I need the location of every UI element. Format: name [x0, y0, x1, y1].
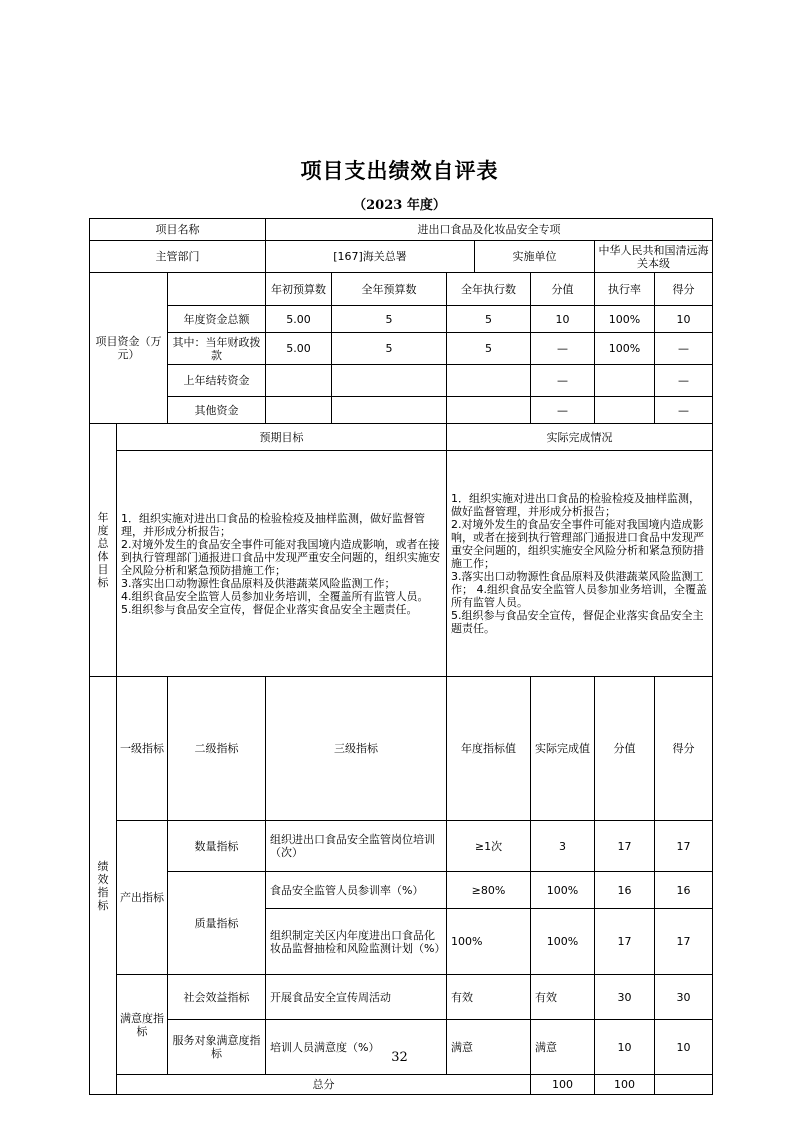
level1-output: 产出指标 — [117, 821, 168, 975]
row-project-name — [90, 219, 713, 241]
funds-row-label: 年度资金总额 — [168, 306, 266, 333]
funds-budget: 5 — [332, 333, 447, 365]
indicator-name: 食品安全监管人员参训率（%） — [266, 872, 447, 909]
funds-rate: 100% — [595, 306, 655, 333]
indicator-score: 17 — [655, 821, 713, 872]
indicator-score: 16 — [655, 872, 713, 909]
funds-score-value: — — [531, 397, 595, 424]
indicator-actual: 100% — [531, 872, 595, 909]
funds-row — [90, 397, 713, 424]
indicator-score: 30 — [655, 975, 713, 1020]
indicator-actual: 100% — [531, 909, 595, 975]
indicator-target: 满意 — [447, 1020, 531, 1075]
indicator-score: 10 — [655, 1020, 713, 1075]
label-annual-goal: 年 度 总 体 目 标 — [90, 424, 117, 677]
indicator-actual: 3 — [531, 821, 595, 872]
label-perf-indicators: 绩 效 指 标 — [90, 677, 117, 1095]
funds-score: — — [655, 333, 713, 365]
funds-header-rate: 执行率 — [595, 273, 655, 306]
indicator-value: 17 — [595, 909, 655, 975]
funds-row-label: 上年结转资金 — [168, 365, 266, 397]
row-indicator-header — [90, 677, 713, 821]
row-funds-header — [90, 273, 713, 306]
funds-score: — — [655, 365, 713, 397]
indicator-score: 17 — [655, 909, 713, 975]
ind-header-score: 得分 — [655, 677, 713, 821]
ind-header-level3: 三级指标 — [266, 677, 447, 821]
indicator-value: 10 — [595, 1020, 655, 1075]
funds-row — [90, 333, 713, 365]
exec-unit-value: 中华人民共和国清远海关本级 — [595, 241, 713, 273]
funds-rate — [595, 365, 655, 397]
funds-header-score: 得分 — [655, 273, 713, 306]
funds-executed — [447, 365, 531, 397]
funds-score: — — [655, 397, 713, 424]
ind-header-level2: 二级指标 — [168, 677, 266, 821]
ind-header-level1: 一级指标 — [117, 677, 168, 821]
label-dept: 主管部门 — [90, 241, 266, 273]
funds-header-budget: 全年预算数 — [332, 273, 447, 306]
level2-quality: 质量指标 — [168, 872, 266, 975]
level2-social-benefit: 社会效益指标 — [168, 975, 266, 1020]
funds-initial — [266, 397, 332, 424]
funds-header-initial: 年初预算数 — [266, 273, 332, 306]
funds-initial: 5.00 — [266, 333, 332, 365]
funds-header-executed: 全年执行数 — [447, 273, 531, 306]
indicator-row — [90, 821, 713, 872]
indicator-target: 有效 — [447, 975, 531, 1020]
funds-executed — [447, 397, 531, 424]
indicator-row — [90, 975, 713, 1020]
report-year: （2023 年度） — [353, 198, 446, 213]
page-title: 项目支出绩效自评表 — [300, 158, 499, 183]
indicator-name: 组织制定关区内年度进出口食品化妆品监督抽检和风险监测计划（%） — [266, 909, 447, 975]
level2-service-satisfaction: 服务对象满意度指标 — [168, 1020, 266, 1075]
funds-score: 10 — [655, 306, 713, 333]
funds-score-value: — — [531, 333, 595, 365]
funds-header-blank — [168, 273, 266, 306]
funds-row — [90, 306, 713, 333]
page-number: 32 — [391, 1050, 408, 1065]
indicator-name: 组织进出口食品安全监管岗位培训（次） — [266, 821, 447, 872]
dept-value: [167]海关总署 — [266, 241, 475, 273]
level1-satisfaction: 满意度指标 — [117, 975, 168, 1075]
row-goals-content — [90, 451, 713, 677]
funds-row-label: 其中：当年财政拨款 — [168, 333, 266, 365]
funds-initial: 5.00 — [266, 306, 332, 333]
funds-row-label: 其他资金 — [168, 397, 266, 424]
indicator-target: ≥80% — [447, 872, 531, 909]
total-score: 100 — [595, 1075, 655, 1095]
indicator-value: 17 — [595, 821, 655, 872]
funds-rate — [595, 397, 655, 424]
funds-budget — [332, 397, 447, 424]
project-name-value: 进出口食品及化妆品安全专项 — [266, 219, 713, 241]
row-total — [90, 1075, 713, 1095]
indicator-target: ≥1次 — [447, 821, 531, 872]
funds-executed: 5 — [447, 306, 531, 333]
indicator-target: 100% — [447, 909, 531, 975]
indicator-name: 开展食品安全宣传周活动 — [266, 975, 447, 1020]
funds-score-value: 10 — [531, 306, 595, 333]
indicator-actual: 满意 — [531, 1020, 595, 1075]
indicator-value: 16 — [595, 872, 655, 909]
funds-initial — [266, 365, 332, 397]
row-goals-header — [90, 424, 713, 451]
ind-header-value: 分值 — [595, 677, 655, 821]
label-total: 总分 — [117, 1075, 531, 1095]
indicator-row — [90, 872, 713, 909]
row-dept — [90, 241, 713, 273]
actual-completion-text: 1．组织实施对进出口食品的检验检疫及抽样监测，做好监督管理，并形成分析报告； 2.对境外发生的食品安全事件可能对我国境内造成影响，或者在接到执行管理部门通报进口食品中发现严重安全问题的，组织实施安全风险分析和紧急预防措施工作； 3.落实出口动物源性食品原料及供港蔬菜风险监测工作； 4.组织食品安全监管人员参加业务培训，全覆盖所有监管人员。 5.组织参与食品安全宣传，督促企业落实食品安全主题责任。 — [447, 451, 713, 677]
funds-row — [90, 365, 713, 397]
funds-header-score-value: 分值 — [531, 273, 595, 306]
total-note — [655, 1075, 713, 1095]
label-actual-completion: 实际完成情况 — [447, 424, 713, 451]
evaluation-table — [89, 218, 713, 1095]
total-value: 100 — [531, 1075, 595, 1095]
funds-budget — [332, 365, 447, 397]
indicator-actual: 有效 — [531, 975, 595, 1020]
funds-rate: 100% — [595, 333, 655, 365]
level2-quantity: 数量指标 — [168, 821, 266, 872]
funds-executed: 5 — [447, 333, 531, 365]
label-expected-goal: 预期目标 — [117, 424, 447, 451]
label-exec-unit: 实施单位 — [475, 241, 595, 273]
expected-goal-text: 1．组织实施对进出口食品的检验检疫及抽样监测，做好监督管理，并形成分析报告； 2.对境外发生的食品安全事件可能对我国境内造成影响，或者在接到执行管理部门通报进口食品中发现严重安全问题的，组织实施安全风险分析和紧急预防措施工作； 3.落实出口动物源性食品原料及供港蔬菜风险监测工作； 4.组织食品安全监管人员参加业务培训，全覆盖所有监管人员。 5.组织参与食品安全宣传，督促企业落实食品安全主题责任。 — [117, 451, 447, 677]
indicator-row — [90, 1020, 713, 1075]
funds-score-value: — — [531, 365, 595, 397]
indicator-value: 30 — [595, 975, 655, 1020]
ind-header-target: 年度指标值 — [447, 677, 531, 821]
ind-header-actual: 实际完成值 — [531, 677, 595, 821]
indicator-name: 培训人员满意度（%） — [266, 1020, 447, 1075]
funds-budget: 5 — [332, 306, 447, 333]
label-project-name: 项目名称 — [90, 219, 266, 241]
label-funds: 项目资金（万元） — [90, 273, 168, 424]
